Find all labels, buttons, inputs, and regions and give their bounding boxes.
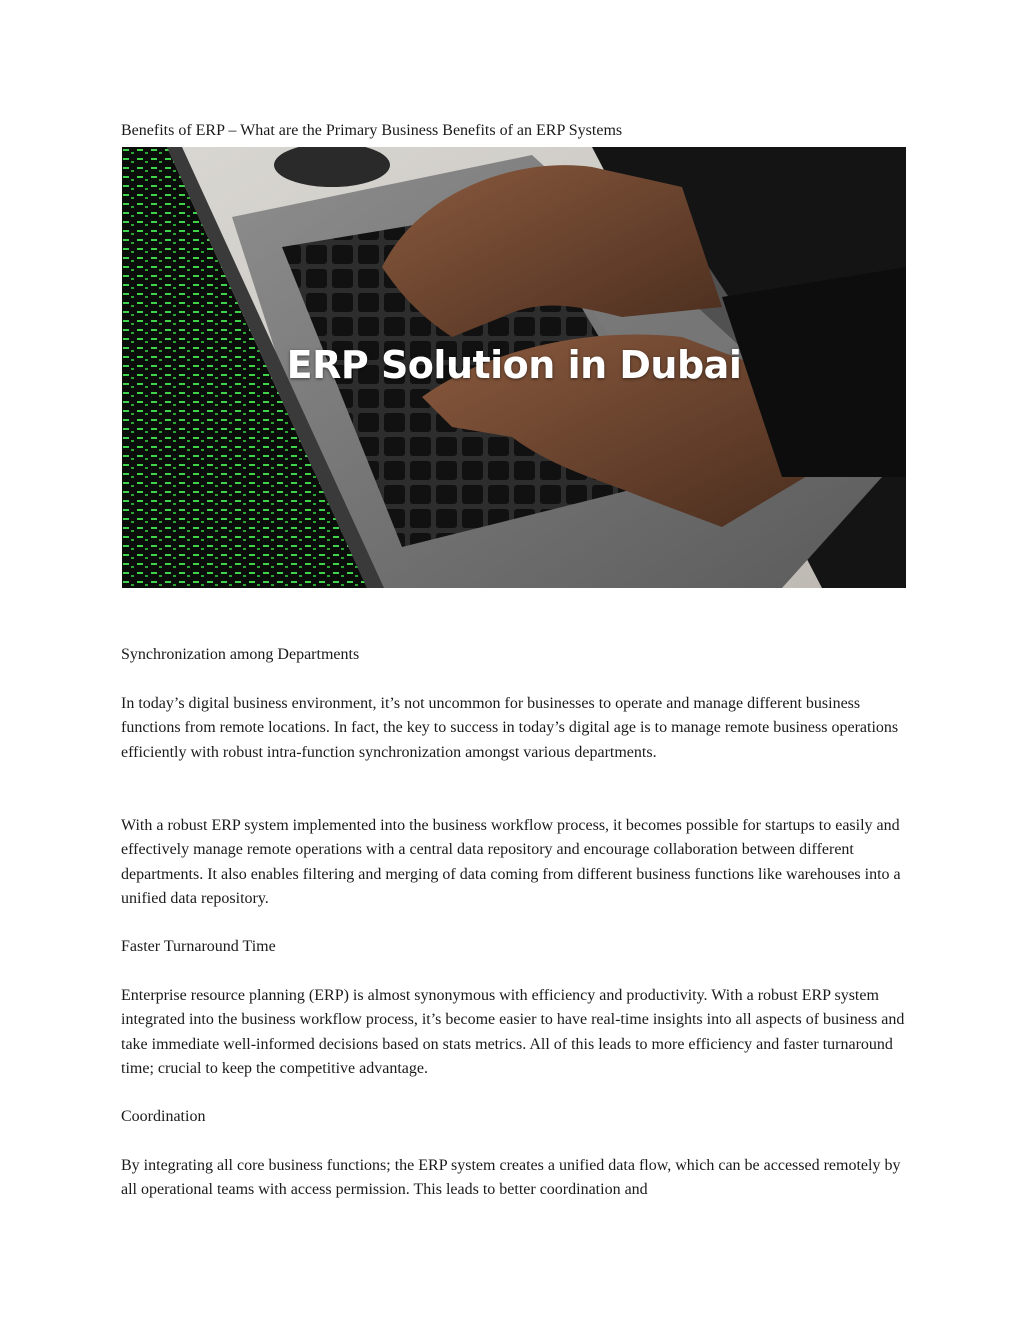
hero-image [122, 147, 906, 588]
paragraph: In today’s digital business environment, it’s not uncommon for businesses to operate and manage different business functions from remote locations. In fact, the key to success in today’s digital age is to manage remote business operations efficiently with robust intra-function synchronization amongst various departments. [121, 695, 899, 761]
paragraph: With a robust ERP system implemented into the business workflow process, it becomes possible for startups to easily and effectively manage remote operations with a central data repository and encourage collaboration between different departments. It also enables filtering and merging of data coming from different business functions like warehouses into a unified data repository. [121, 817, 901, 907]
paragraph: Enterprise resource planning (ERP) is almost synonymous with efficiency and productivity. With a robust ERP system integrated into the business workflow process, it’s become easier to have real-time insights into all aspects of business and take immediate well-informed decisions based on stats metrics. All of this leads to more efficiency and faster turnaround time; crucial to keep the competitive advantage. [121, 987, 905, 1077]
section-heading-faster-turnaround: Faster Turnaround Time [121, 938, 276, 955]
section-heading-coordination: Coordination [121, 1108, 206, 1125]
document-title: Benefits of ERP – What are the Primary Business Benefits of an ERP Systems [121, 122, 623, 139]
hero-overlay-text: ERP Solution in Dubai [286, 343, 742, 387]
paragraph: By integrating all core business functions; the ERP system creates a unified data flow, which can be accessed remotely by all operational teams with access permission. This leads to better coordination and [121, 1157, 901, 1199]
section-heading-synchronization: Synchronization among Departments [121, 646, 360, 663]
